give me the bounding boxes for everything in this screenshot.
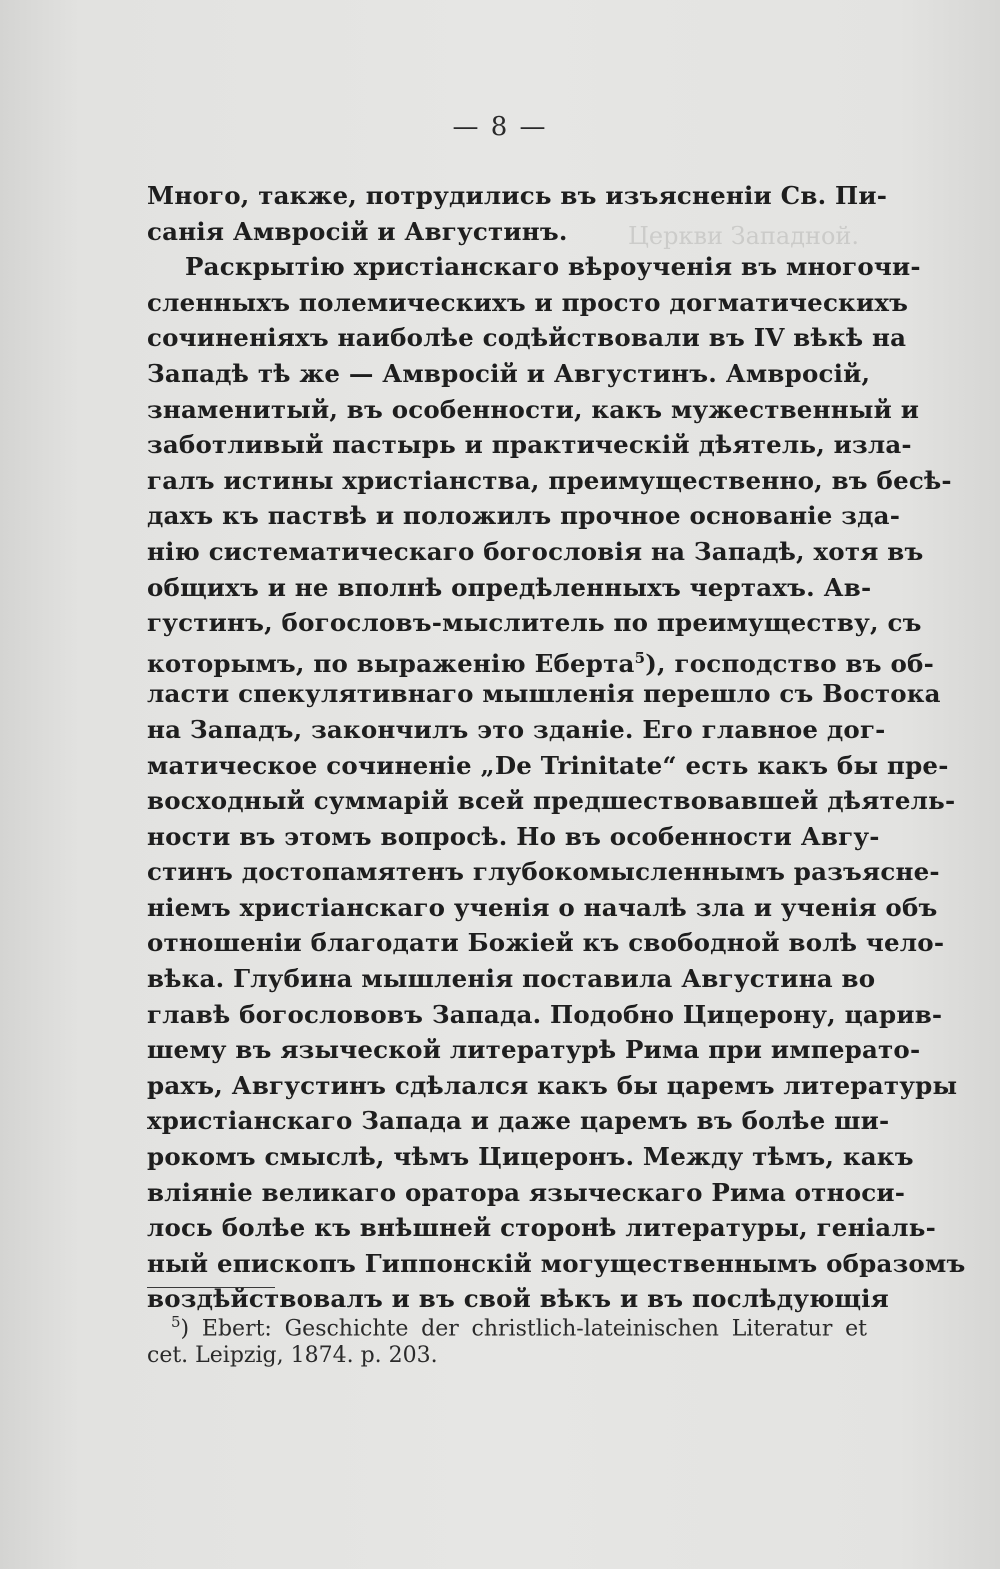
text-line: знаменитый, въ особенности, какъ мужественный и xyxy=(147,394,920,424)
text-line: санія Амвросій и Августинъ. xyxy=(147,216,568,246)
footnote-text: ) Ebert: Geschichte der christlich-lateinischen Literatur et xyxy=(180,1316,867,1342)
text-line: отношеніи благодати Божіей къ свободной волѣ чело- xyxy=(147,928,945,958)
text-line: Много, также, потрудились въ изъясненіи Св. Пи- xyxy=(147,181,888,210)
text-line: ласти спекулятивнаго мышленія перешло съ Востока xyxy=(147,679,941,709)
text-line: общихъ и не вполнѣ опредѣленныхъ чертахъ. Ав- xyxy=(147,572,872,602)
text-line: лось болѣе къ внѣшней сторонѣ литературы, геніаль- xyxy=(147,1213,936,1243)
text-line: вѣка. Глубина мышленія поставила Августина во xyxy=(147,964,876,994)
text-line: галъ истины христіанства, преимущественно, въ бесѣ- xyxy=(147,465,952,495)
text-line: на Западъ, закончилъ это зданіе. Его главное дог- xyxy=(147,714,886,744)
text-line: шему въ языческой литературѣ Рима при императо- xyxy=(147,1035,921,1065)
page-number: — 8 — xyxy=(452,112,548,142)
text-line: сленныхъ полемическихъ и просто догматическихъ xyxy=(147,287,909,317)
text-line-with-footnote-ref xyxy=(147,641,934,678)
text-line: ный епископъ Гиппонскій могущественнымъ образомъ xyxy=(147,1248,966,1278)
text-line: рахъ, Августинъ сдѣлался какъ бы царемъ литературы xyxy=(147,1070,958,1100)
text-line: ніемъ христіанскаго ученія о началѣ зла и ученія объ xyxy=(147,892,938,922)
text-line: Западѣ тѣ же — Амвросій и Августинъ. Амвросій, xyxy=(147,358,871,388)
text-segment: ), господство въ об- xyxy=(645,648,934,678)
text-line: христіанскаго Запада и даже царемъ въ болѣе ши- xyxy=(147,1106,890,1136)
text-line: дахъ къ паствѣ и положилъ прочное основаніе зда- xyxy=(147,501,901,531)
footnote-line xyxy=(147,1306,867,1342)
main-text xyxy=(147,178,966,1317)
footnote xyxy=(147,1306,867,1372)
bleed-through-text: Церкви Западной. xyxy=(628,222,860,250)
footnote-divider xyxy=(147,1287,275,1288)
text-line: восходный суммарій всей предшествовавшей дѣятель- xyxy=(147,786,956,816)
text-line: главѣ богослововъ Запада. Подобно Цицерону, царив- xyxy=(147,999,943,1029)
text-line: воздѣйствовалъ и въ свой вѣкъ и въ послѣдующія xyxy=(147,1284,889,1314)
text-line: заботливый пастырь и практическій дѣятель, изла- xyxy=(147,430,912,460)
text-line: сочиненіяхъ наиболѣе содѣйствовали въ IV вѣкѣ на xyxy=(147,323,907,353)
text-segment: которымъ, по выраженію Еберта xyxy=(147,648,635,678)
text-line: густинъ, богословъ-мыслитель по преимуществу, съ xyxy=(147,608,922,638)
text-line: рокомъ смыслѣ, чѣмъ Цицеронъ. Между тѣмъ, какъ xyxy=(147,1142,914,1172)
text-line: ности въ этомъ вопросѣ. Но въ особенности Авгу- xyxy=(147,821,880,851)
footnote-line: cet. Leipzig, 1874. p. 203. xyxy=(147,1343,438,1368)
paragraph-start-line: Раскрытію христіанскаго вѣроученія въ многочи- xyxy=(185,252,921,282)
footnote-reference[interactable]: 5 xyxy=(634,648,646,667)
text-line: вліяніе великаго оратора языческаго Рима относи- xyxy=(147,1177,906,1207)
text-line: нію систематическаго богословія на Западѣ, хотя въ xyxy=(147,536,924,566)
footnote-marker: 5 xyxy=(171,1313,181,1331)
text-line: матическое сочиненіе „De Trinitate“ есть какъ бы пре- xyxy=(147,750,949,780)
text-line: стинъ достопамятенъ глубокомысленнымъ разъясне- xyxy=(147,857,940,887)
